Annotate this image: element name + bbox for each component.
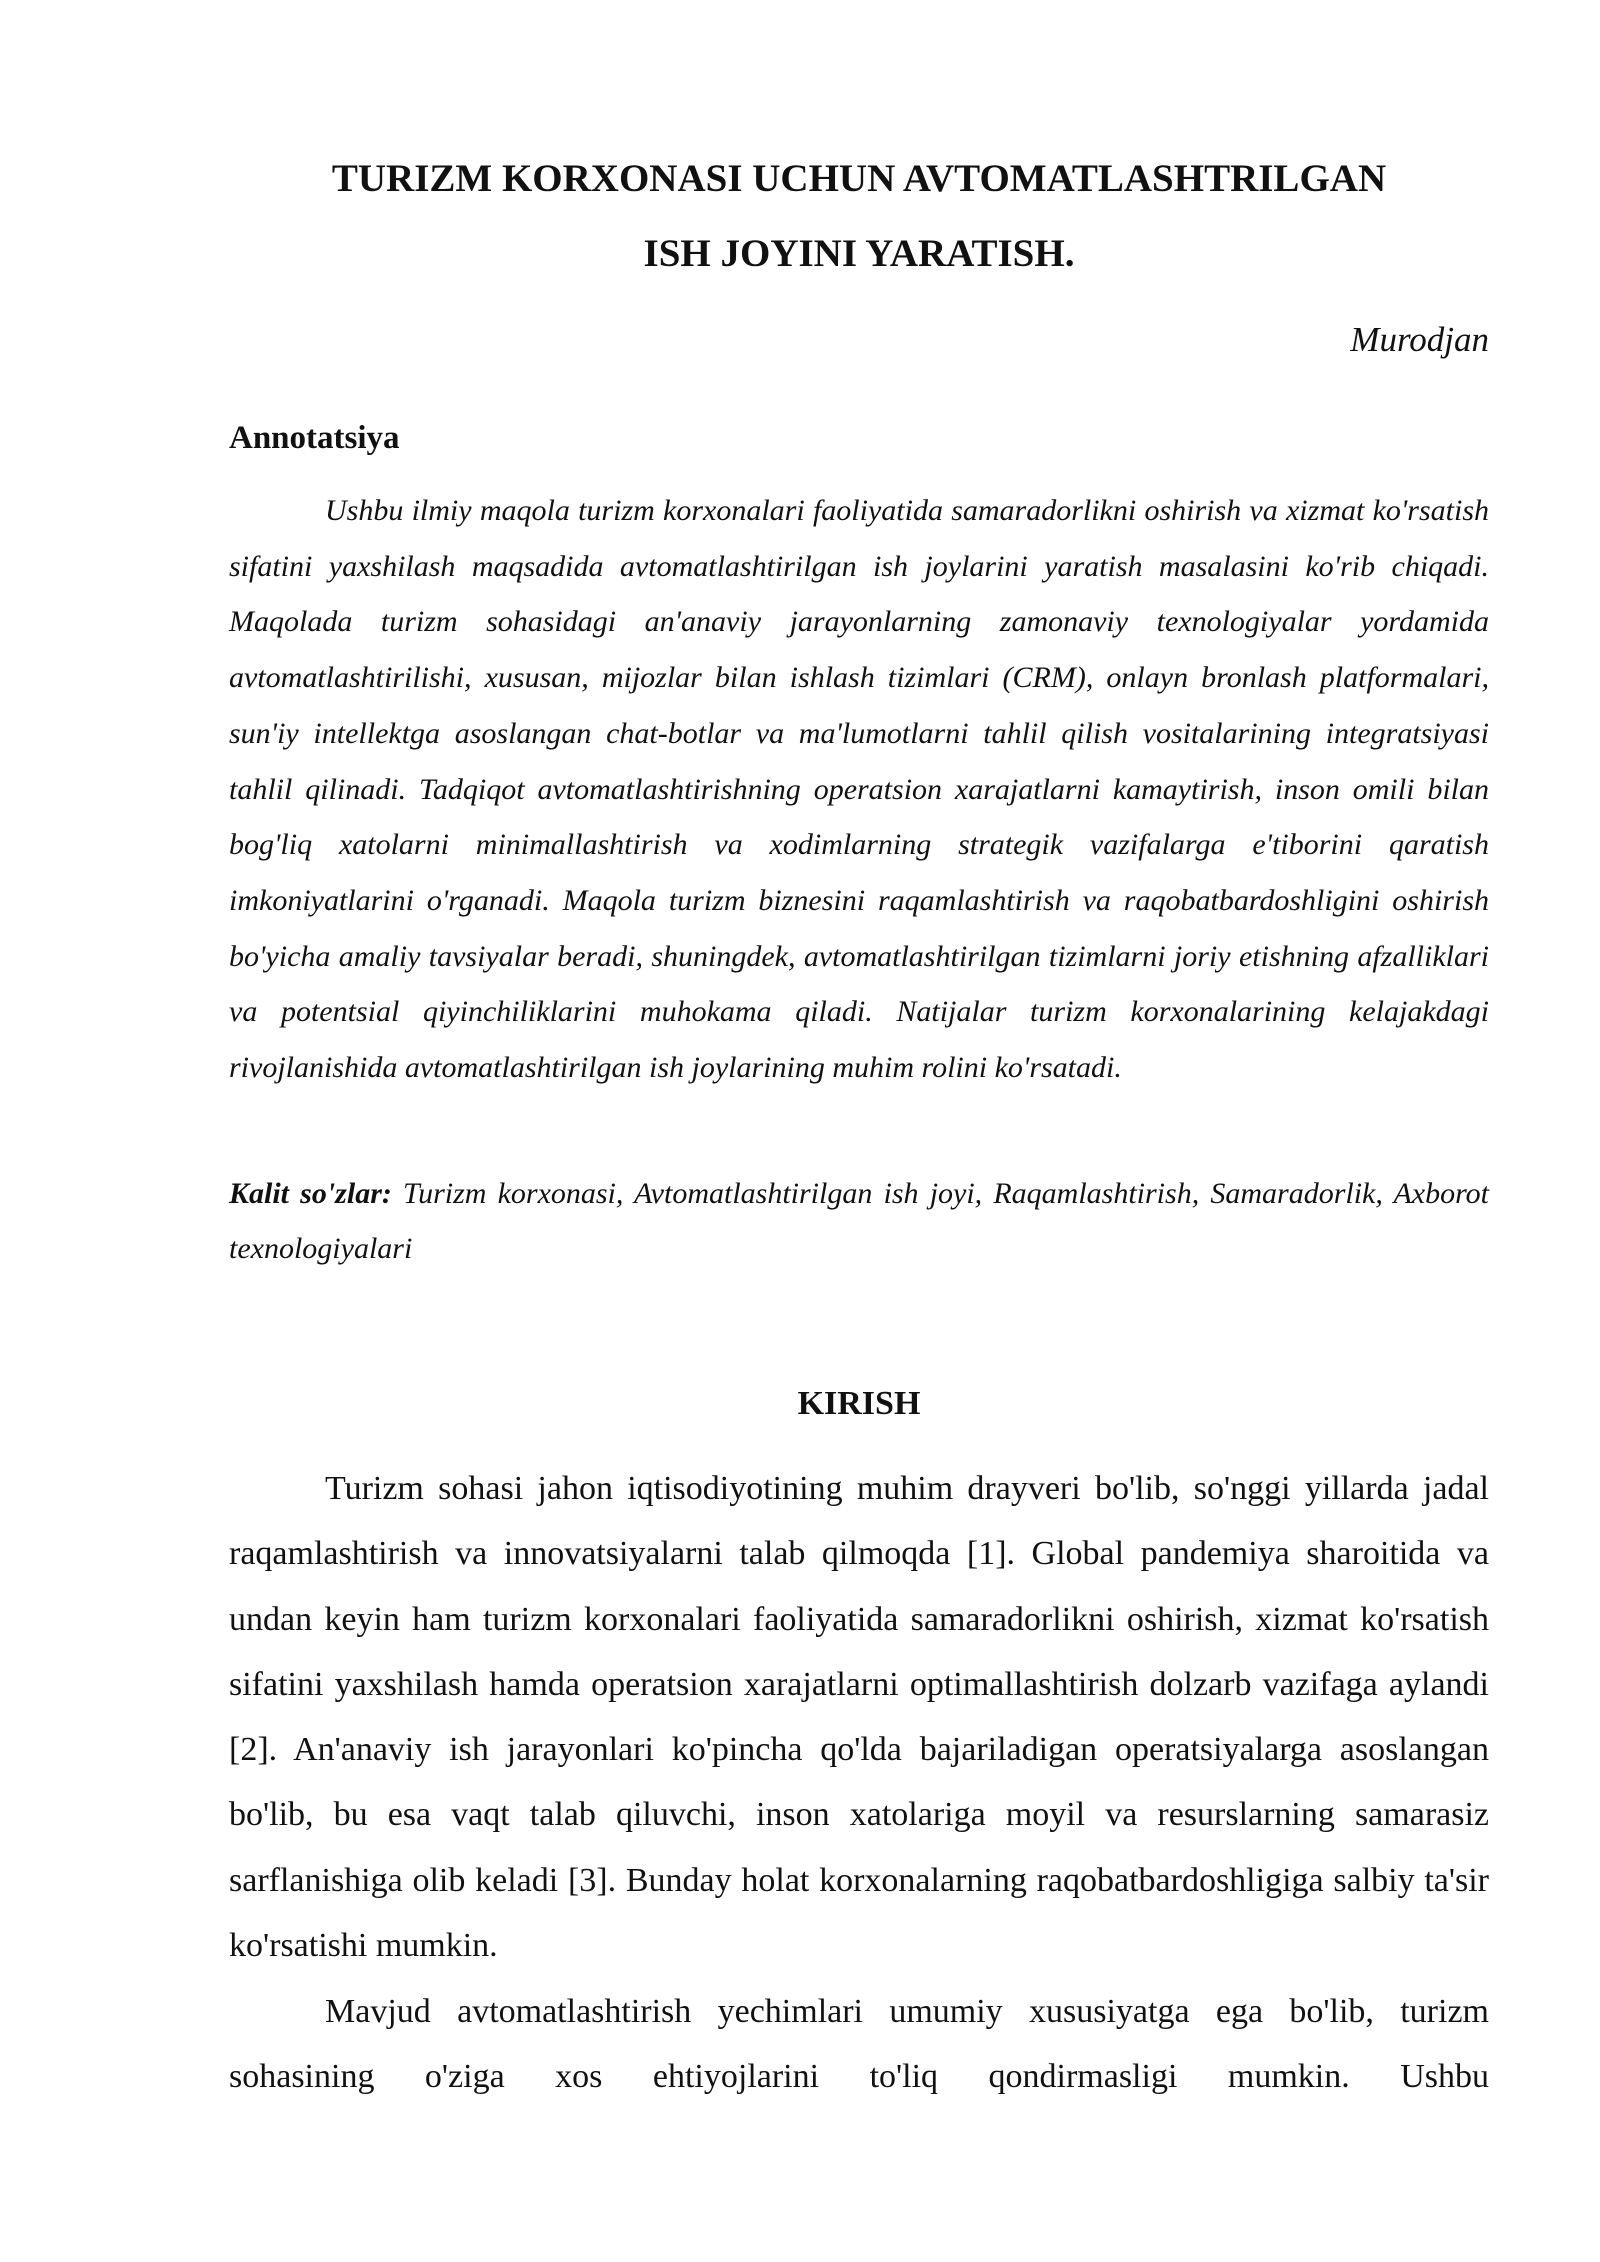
section-heading-introduction: KIRISH (797, 1385, 921, 1422)
paper-title-line-2: ISH JOYINI YARATISH. (643, 232, 1075, 275)
abstract-text: Ushbu ilmiy maqola turizm korxonalari faoliyatida samaradorlikni oshirish va xizmat ko'rsatish sifatini yaxshilash maqsadida avtomatlashtirilgan ish joylarini yaratish masalasini ko'rib chiqadi. Maqolada turizm sohasidagi an'anaviy jarayonlarning zamonaviy texnologiyalar yordamida avtomatlashtirilishi, xususan, mijozlar bilan ishlash tizimlari (CRM), onlayn bronlash platformalari, sun'iy intellektga asoslangan chat-botlar va ma'lumotlarni tahlil qilish vositalarining integratsiyasi tahlil qilinadi. Tadqiqot avtomatlashtirishning operatsion xarajatlarni kamaytirish, inson omili bilan bog'liq xatolarni minimallashtirish va xodimlarning strategik vazifalarga e'tiborini qaratish imkoniyatlarini o'rganadi. Maqola turizm biznesini raqamlashtirish va raqobatbardoshligini oshirish bo'yicha amaliy tavsiyalar beradi, shuningdek, avtomatlashtirilgan tizimlarni joriy etishning afzalliklari va potentsial qiyinchiliklarini muhokama qiladi. Natijalar turizm korxonalarining kelajakdagi rivojlanishida avtomatlashtirilgan ish joylarining muhim rolini ko'rsatadi. (229, 494, 1489, 1085)
keywords (229, 1166, 1489, 1276)
keywords-text: Turizm korxonasi, Avtomatlashtirilgan ish joyi, Raqamlashtirish, Samaradorlik, Axborot texnologiyalari (229, 1177, 1490, 1265)
body-paragraph: Turizm sohasi jahon iqtisodiyotining muhim drayveri bo'lib, so'nggi yillarda jadal raqamlashtirish va innovatsiyalarni talab qilmoqda [1]. Global pandemiya sharoitida va undan keyin ham turizm korxonalari faoliyatida samaradorlikni oshirish, xizmat ko'rsatish sifatini yaxshilash hamda operatsion xarajatlarni optimallashtirish dolzarb vazifaga aylandi [2]. An'anaviy ish jarayonlari ko'pincha qo'lda bajariladigan operatsiyalarga asoslangan bo'lib, bu esa vaqt talab qiluvchi, inson xatolariga moyil va resurslarning samarasiz sarflanishiga olib keladi [3]. Bunday holat korxonalarning raqobatbardoshligiga salbiy ta'sir ko'rsatishi mumkin. (229, 1470, 1489, 1965)
paper-title-line-1: TURIZM KORXONASI UCHUN AVTOMATLASHTRILGAN (331, 157, 1387, 200)
author-name: Murodjan (1350, 320, 1489, 359)
keywords-label: Kalit so'zlar: (229, 1177, 392, 1210)
abstract-heading: Annotatsiya (229, 420, 400, 456)
body-paragraph: Mavjud avtomatlashtirish yechimlari umumiy xususiyatga ega bo'lib, turizm sohasining o'ziga xos ehtiyojlarini to'liq qondirmasligi mumkin. Ushbu (229, 1993, 1489, 2096)
